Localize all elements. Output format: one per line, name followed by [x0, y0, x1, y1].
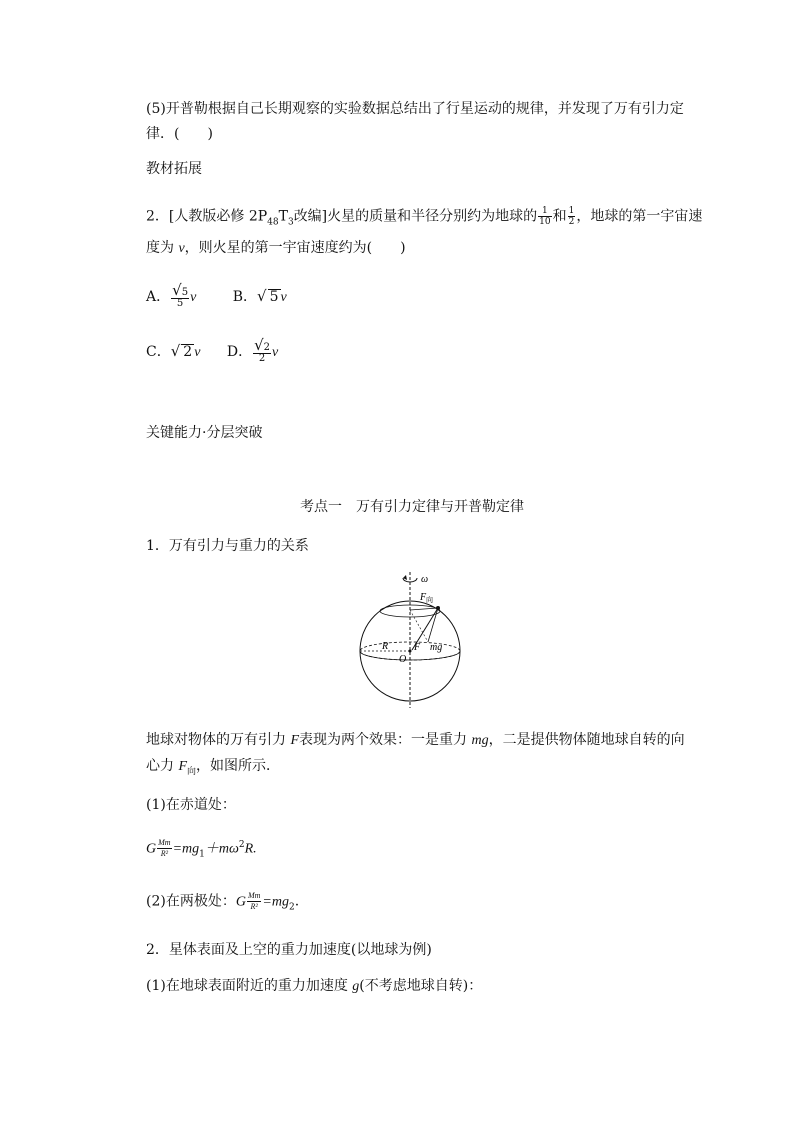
- radius-label: R: [382, 641, 389, 652]
- q5-line1: (5)开普勒根据自己长期观察的实验数据总结出了行星运动的规律，并发现了万有引力定: [146, 101, 684, 117]
- option-a: A． $\frac{√5}{5}$ v: [146, 281, 197, 309]
- latitude-circle: [380, 605, 440, 617]
- fraction-1-2: $\frac{1}{2}$: [568, 206, 575, 227]
- key-ability-heading: 关键能力·分层突破: [146, 425, 263, 441]
- centripetal-vector: [410, 608, 438, 610]
- f-centripetal-label: F: [420, 592, 427, 603]
- option-b: B．√ 5 v: [232, 287, 287, 305]
- f-centripetal-sub: 向: [426, 596, 433, 604]
- item2-1: (1)在地球表面附近的重力加速度 g(不考虑地球自转)：: [146, 978, 483, 994]
- option-d: D． $\frac{√2}{2}$ v: [226, 336, 279, 364]
- earth-gravity-figure: [350, 570, 470, 710]
- fraction-1-10: $\frac{1}{10}$: [539, 206, 551, 227]
- omega-label: ω: [421, 574, 429, 585]
- textbook-extension-heading: 教材拓展: [146, 161, 202, 177]
- mg-label: mg: [430, 642, 443, 653]
- eq2-formula: (2)在两极处：G $\frac{Mm}{\text{R²}}$ $=mg_2$.: [146, 891, 300, 913]
- options-row-cd: [146, 336, 279, 366]
- item1-heading: 1．万有引力与重力的关系: [146, 538, 309, 554]
- option-c: C．√ 2 v: [146, 342, 201, 360]
- q2-line1: 2．[人教版必修 $2P_{48}T_3$改编]火星的质量和半径分别约为地球的 $\frac{1}{10}$ 和 $\frac{1}{2}$ ，地球的第一宇宙速: [146, 206, 703, 228]
- center-label: O: [399, 654, 407, 665]
- q2-line2: 度为 v，则火星的第一宇宙速度约为( ): [146, 240, 406, 256]
- eq1-formula: G $\frac{Mm}{\text{R²}}$ $=mg_1+m\omega^2R$.: [146, 838, 257, 860]
- eq1-label: (1)在赤道处：: [146, 797, 236, 813]
- desc-line1: 地球对物体的万有引力 F表现为两个效果：一是重力 mg，二是提供物体随地球自转的向: [146, 732, 685, 748]
- desc-line2: 心力 $F_向$，如图所示．: [146, 758, 281, 777]
- topic-title: 考点一 万有引力定律与开普勒定律: [300, 499, 524, 515]
- item2-heading: 2．星体表面及上空的重力加速度(以地球为例): [146, 942, 432, 958]
- mg-vector: [428, 608, 438, 642]
- center-point: [409, 650, 412, 653]
- force-f-label: F: [414, 642, 421, 653]
- q5-line2: 律．( ): [146, 126, 213, 142]
- parallelogram-line: [410, 610, 428, 642]
- options-row-ab: [146, 281, 287, 311]
